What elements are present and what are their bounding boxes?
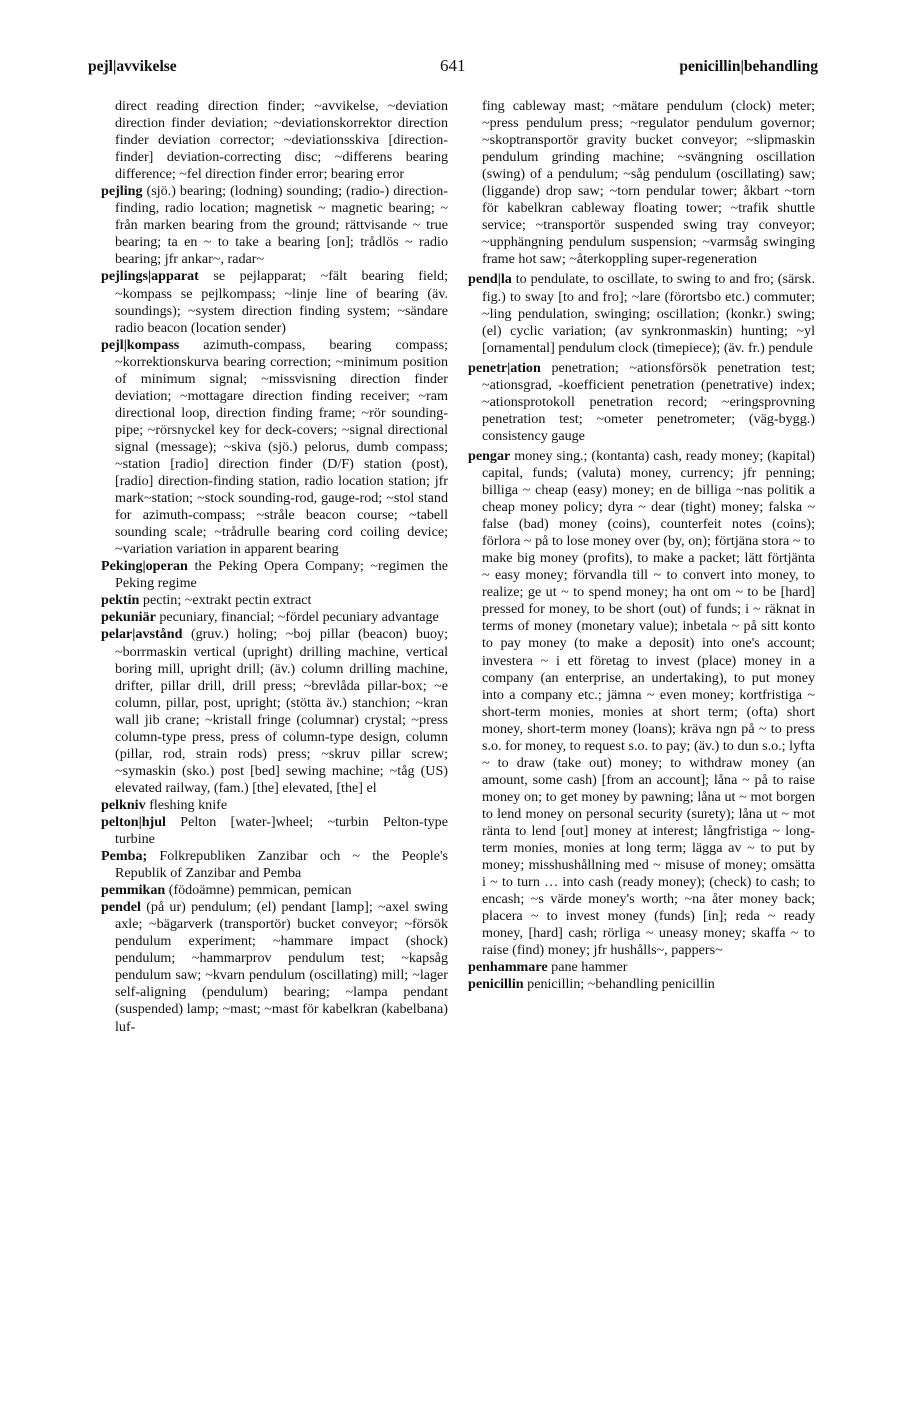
- entry-text: azimuth-compass, bearing compass; ~korrektionskurva bearing correction; ~minimum position of minimum signal; ~missvisning direction finder deviation; ~mottagare direction finding receiver; ~ram directional loop, direction finding frame; ~rör sounding-pipe; ~rörsnyckel key for deck-covers; ~signal directional signal (message); ~skiva (sjö.) pelorus, dumb compass; ~station [radio] direction finder (D/F) station (post), [radio] direction-finding station, radio location station; jfr mark~station; ~stock sounding-rod, gauge-rod; ~stol stand for azimuth-compass; ~stråle beacon course; ~tabell sounding scale; ~trådrulle bearing cord coiling device; ~variation variation in apparent bearing: [115, 336, 448, 558]
- dictionary-entry: [101, 882, 448, 899]
- entry-text: direct reading direction finder; ~avvikelse, ~deviation direction finder deviation; ~deviationskorrektor direction finder deviation corrector; ~deviationsskiva [direction-finder] deviation-correcting disc; ~differens bearing difference; ~fel direction finder error; bearing error: [115, 98, 448, 183]
- entry-text: (födoämne) pemmican, pemican: [168, 882, 352, 899]
- dictionary-entry: [101, 337, 448, 559]
- entry-text: (på ur) pendulum; (el) pendant [lamp]; ~axel swing axle; ~bägarverk (transportör) bucket conveyor; ~försök pendulum experiment; ~hammare impact (shock) pendulum; ~hammarprov pendulum test; ~kapsåg pendulum saw; ~kvarn pendulum (oscillating) mill; ~lager self-aligning (pendulum) bearing; ~lampa pendant (suspended) lamp; ~mast; ~mast för kabelkran (kabelbana) luf-: [115, 899, 448, 1035]
- entry-headword: pelar|avstånd: [101, 626, 183, 643]
- dictionary-entry: [101, 848, 448, 882]
- entry-text: (gruv.) holing; ~boj pillar (beacon) buoy; ~borrmaskin vertical (upright) drilling machine, vertical boring mill, upright drill; (äv.) column drilling machine, drifter, pillar drill, drill press; ~brevlåda pillar-box; ~e column, pillar, post, upright; (stötta äv.) stanchion; ~kran wall jib crane; ~kristall fringe (columnar) crystal; ~press column-type press, press of column-type design, column (pillar, rod, strain rods) press; ~skruv pillar screw; ~symaskin (sko.) post [bed] sewing machine; ~tåg (US) elevated railway, (fam.) [the] elevated, [the] el: [115, 626, 449, 796]
- left-column: [101, 98, 448, 1036]
- entry-text: se pejlapparat; ~fält bearing field; ~kompass se pejlkompass; ~linje line of bearing (äv. soundings); ~system direction finding system; ~sändare radio beacon (location sender): [115, 268, 448, 336]
- dictionary-entry: [101, 98, 448, 183]
- entry-text: to pendulate, to oscillate, to swing to and fro; (särsk. fig.) to sway [to and fro]; ~lare (förortsbo etc.) commuter; ~ling pendulation, swinging; oscillation; (konkr.) swing; (el) cyclic variation; (av synkronmaskin) hunting; ~yl [ornamental] pendulum clock (timepiece); (äv. fr.) pendule: [482, 271, 815, 356]
- dictionary-entry: [101, 814, 448, 848]
- dictionary-entry: [468, 271, 815, 356]
- entry-text: Pelton [water-]wheel; ~turbin Pelton-type turbine: [115, 813, 448, 848]
- dictionary-entry: [101, 609, 448, 626]
- entry-headword: penhammare: [468, 959, 548, 976]
- entry-text: penicillin; ~behandling penicillin: [527, 976, 715, 993]
- dictionary-entry: [101, 558, 448, 592]
- entry-text: penetration; ~ationsförsök penetration test; ~ationsgrad, -koefficient penetration (penetrative) index; ~ationsprotokoll penetration record; ~eringsprovning penetration test; ~ometer penetrometer; (väg-bygg.) consistency gauge: [482, 359, 815, 444]
- dictionary-entry: [101, 899, 448, 1035]
- dictionary-entry: [101, 626, 448, 796]
- entry-headword: pelkniv: [101, 796, 146, 813]
- right-column: [468, 98, 815, 993]
- dictionary-entry: [468, 98, 815, 268]
- entry-headword: pektin: [101, 592, 140, 609]
- entry-headword: pendel: [101, 899, 141, 916]
- dictionary-entry: [468, 360, 815, 445]
- dictionary-entry: [468, 448, 815, 959]
- page-number: 641: [440, 56, 466, 75]
- dictionary-entry: [101, 268, 448, 336]
- entry-headword: pemmikan: [101, 882, 166, 899]
- entry-headword: penetr|ation: [468, 359, 541, 376]
- right-guide-word: penicillin|behandling: [679, 58, 818, 75]
- dictionary-entry: [468, 959, 815, 976]
- page-header: [88, 58, 818, 82]
- left-guide-word: pejl|avvikelse: [88, 58, 177, 75]
- dictionary-entry: [101, 183, 448, 268]
- dictionary-entry: [101, 797, 448, 814]
- entry-headword: penicillin: [468, 976, 524, 993]
- entry-text: pecuniary, financial; ~fördel pecuniary advantage: [159, 609, 439, 626]
- entry-text: pane hammer: [551, 959, 628, 976]
- entry-text: pectin; ~extrakt pectin extract: [142, 592, 312, 609]
- dictionary-entry: [468, 976, 815, 993]
- entry-headword: Pemba;: [101, 848, 148, 865]
- entry-text: (sjö.) bearing; (lodning) sounding; (radio-) direction-finding, radio location; magnetisk ~ magnetic bearing; ~ från marken bearing from the ground; rättvisande ~ true bearing; ta en ~ to take a bearing [on]; trådlös ~ radio bearing; jfr ankar~, radar~: [115, 183, 448, 268]
- entry-text: money sing.; (kontanta) cash, ready money; (kapital) capital, funds; (valuta) money, currency; jfr penning; billiga ~ cheap (easy) money; en de billiga ~nas politik a cheap money policy; dyra ~ dear (tight) money; falska ~ false (bad) money (coins), counterfeit notes (coins); förlora ~ på to lose money over (by, on); förtjäna stora ~ to make big money (profits), to make a packet; lätt förtjänta ~ easy money; förvandla till ~ to convert into money, to realize; ge ut ~ to spend money; ha ont om ~ to be [hard] pressed for money, to be short (out) of funds; i ~ räknat in terms of money (monetary value); inbetala ~ på sitt konto to pay money (to make a deposit) into one's account; investera ~ i ett företag to invest (place) money in a company (an enterprise, an undertaking), to put money into a company etc.; jämna ~ even money; kortfristiga ~ short-term monies, monies at short term; (ofta) short money, short-term money (loans); kräva ngn på ~ to press s.o. for money, to request s.o. to pay; (äv.) to dun s.o.; lyfta ~ to draw (take out) money; to withdraw money (an amount, some cash) [from an account]; låna ~ på to raise money on; to get money by pawning; låna ut ~ mot borgen to lend money on personal security (surety); låna ut ~ mot ränta to lend [out] money at interest; långfristiga ~ long-term monies, monies at long term; lägga av ~ to put by money; misshushållning med ~ misuse of money; omsätta i ~ to turn … into cash (ready money); (check) to cash; to encash; ~s värde money's worth; ~na åter money back; placera ~ to invest money (funds) [in]; reda ~ ready money, [hard] cash; rörliga ~ uneasy money; skaffa ~ to raise (find) money; jfr hushålls~, pappers~: [482, 447, 815, 959]
- entry-headword: pejling: [101, 183, 143, 200]
- entry-text: Folkrepubliken Zanzibar och ~ the People's Republik of Zanzibar and Pemba: [115, 848, 448, 882]
- entry-text: the Peking Opera Company; ~regimen the Peking regime: [115, 558, 448, 592]
- entry-headword: pejlings|apparat: [101, 268, 199, 285]
- entry-headword: pejl|kompass: [101, 336, 180, 353]
- dictionary-entry: [101, 592, 448, 609]
- entry-headword: Peking|operan: [101, 558, 188, 575]
- entry-headword: pekuniär: [101, 609, 156, 626]
- entry-text: fing cableway mast; ~mätare pendulum (clock) meter; ~press pendulum press; ~regulator pendulum governor; ~skoptransportör gravity bucket conveyor; ~slipmaskin pendulum grinding machine; ~svängning oscillation (swing) of a pendulum; ~såg pendulum (oscillating) saw; (liggande) drop saw; ~torn pendular tower; åkbart ~torn för kabelkran cableway floating tower; ~trafik shuttle service; ~transportör suspended swing tray conveyor; ~upphängning pendulum suspension; ~varmsåg swinging frame hot saw; ~återkoppling super-regeneration: [482, 98, 815, 268]
- entry-headword: pend|la: [468, 271, 512, 288]
- entry-text: fleshing knife: [149, 796, 228, 813]
- entry-headword: pengar: [468, 447, 511, 464]
- entry-headword: pelton|hjul: [101, 813, 166, 830]
